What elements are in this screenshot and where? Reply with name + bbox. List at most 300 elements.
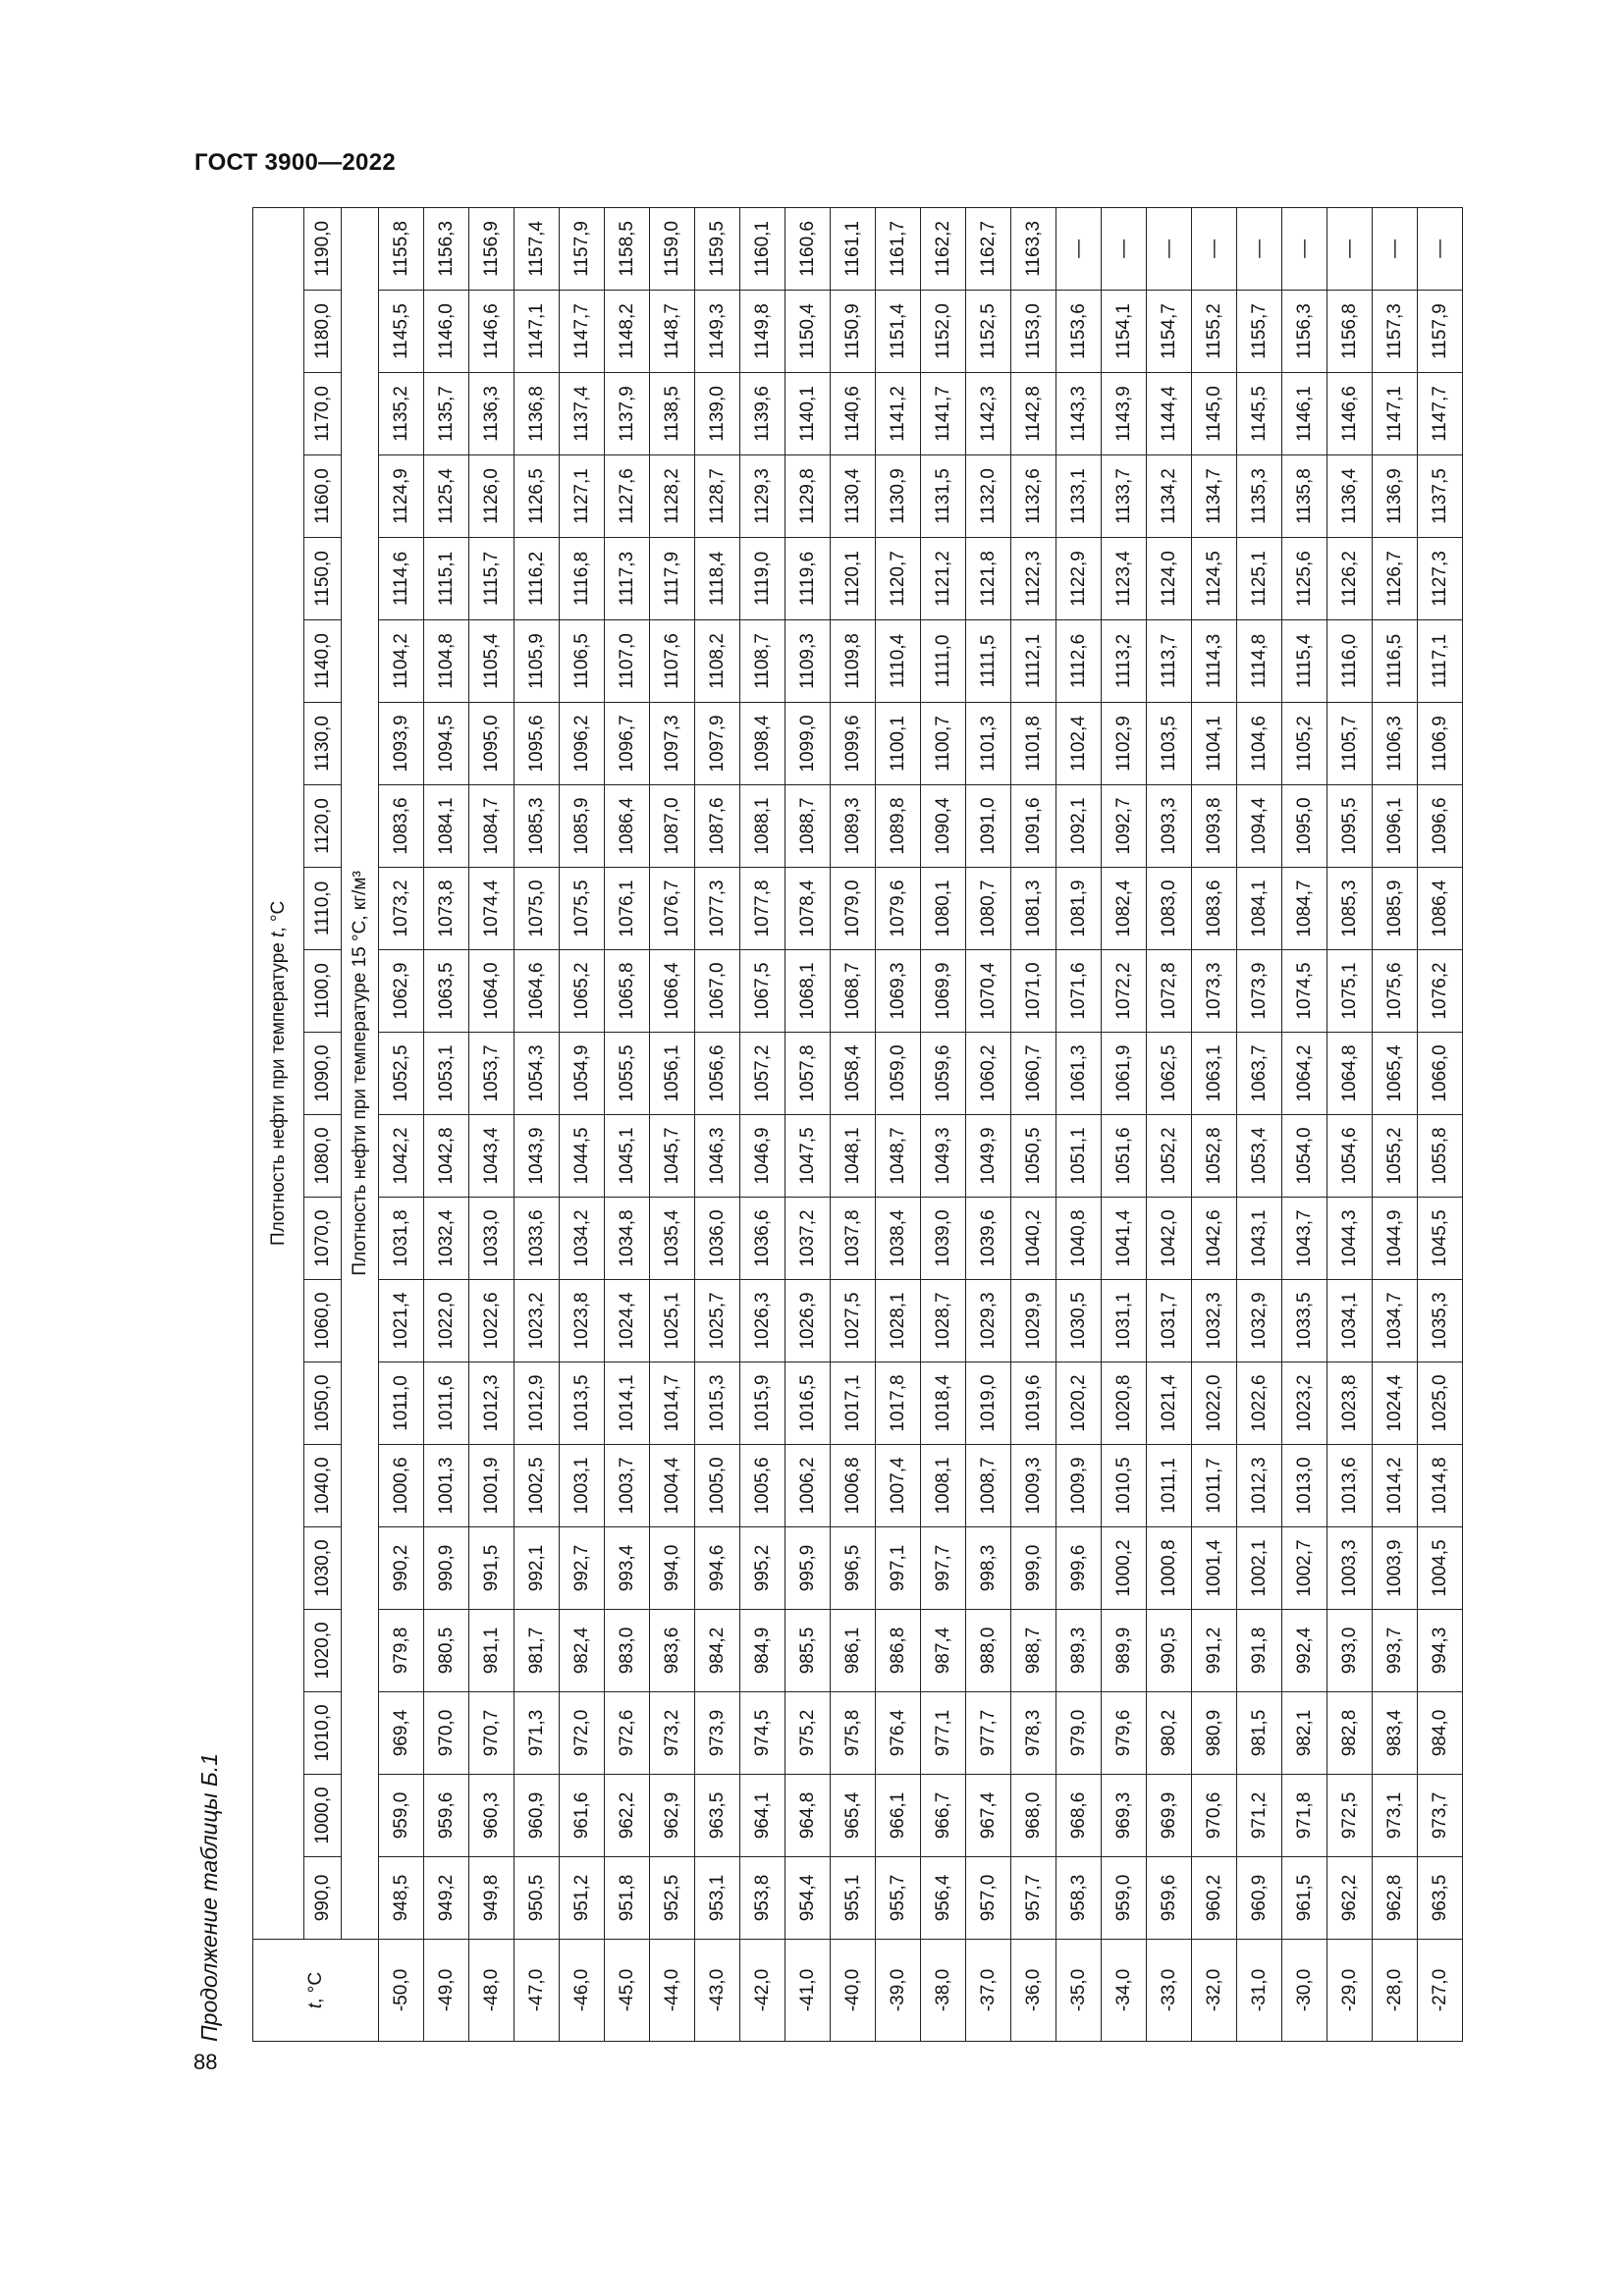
density-value-cell: 1086,4 bbox=[1418, 868, 1463, 950]
density-value-cell: 1137,5 bbox=[1418, 455, 1463, 538]
density-value-cell: — bbox=[1418, 207, 1463, 290]
density-value-cell: 1043,7 bbox=[1282, 1198, 1327, 1280]
temperature-cell: -36,0 bbox=[1011, 1940, 1056, 2042]
density-value-cell: 1161,7 bbox=[876, 207, 921, 290]
density-value-cell: 1135,7 bbox=[424, 373, 469, 455]
density-value-cell: 1125,1 bbox=[1237, 538, 1282, 620]
density-value-cell: 1052,2 bbox=[1147, 1115, 1192, 1198]
density-value-cell: 1084,1 bbox=[424, 785, 469, 868]
density-value-cell: 972,6 bbox=[605, 1692, 650, 1775]
table-row bbox=[695, 207, 740, 2041]
density-value-cell: — bbox=[1237, 207, 1282, 290]
density-value-cell: 972,5 bbox=[1327, 1775, 1373, 1857]
density-value-cell: 1088,1 bbox=[740, 785, 785, 868]
temperature-cell: -31,0 bbox=[1237, 1940, 1282, 2042]
density-value-cell: 1123,4 bbox=[1102, 538, 1147, 620]
density-value-cell: 1042,2 bbox=[379, 1115, 424, 1198]
density-value-cell: 1012,3 bbox=[469, 1362, 514, 1445]
density-value-cell: 1136,8 bbox=[514, 373, 560, 455]
density-value-cell: 990,9 bbox=[424, 1527, 469, 1610]
density-value-cell: 1130,9 bbox=[876, 455, 921, 538]
density-value-cell: 1064,0 bbox=[469, 950, 514, 1033]
density-value-cell: 1068,1 bbox=[785, 950, 831, 1033]
density-value-cell: 1125,4 bbox=[424, 455, 469, 538]
density-value-cell: 1133,7 bbox=[1102, 455, 1147, 538]
density-value-cell: 969,9 bbox=[1147, 1775, 1192, 1857]
table-row bbox=[966, 207, 1011, 2041]
density-value-cell: 1037,8 bbox=[831, 1198, 876, 1280]
density-value-cell: 1011,1 bbox=[1147, 1445, 1192, 1527]
density-value-cell: 1066,4 bbox=[650, 950, 695, 1033]
density-value-cell: — bbox=[1147, 207, 1192, 290]
density-value-cell: 1114,3 bbox=[1192, 620, 1237, 703]
density-value-cell: 1011,7 bbox=[1192, 1445, 1237, 1527]
density-value-cell: 970,7 bbox=[469, 1692, 514, 1775]
density-value-cell: 1062,9 bbox=[379, 950, 424, 1033]
table-row bbox=[1373, 207, 1418, 2041]
density-value-cell: 1019,0 bbox=[966, 1362, 1011, 1445]
density-value-cell: 1034,1 bbox=[1327, 1280, 1373, 1362]
temperature-cell: -48,0 bbox=[469, 1940, 514, 2042]
density-value-cell: 1115,7 bbox=[469, 538, 514, 620]
density-value-cell: 986,8 bbox=[876, 1610, 921, 1692]
density-value-cell: 1013,6 bbox=[1327, 1445, 1373, 1527]
density-value-cell: 1085,3 bbox=[1327, 868, 1373, 950]
density-value-cell: 1146,1 bbox=[1282, 373, 1327, 455]
density-value-cell: 1040,2 bbox=[1011, 1198, 1056, 1280]
density-value-cell: 1039,6 bbox=[966, 1198, 1011, 1280]
density-value-cell: 960,9 bbox=[1237, 1857, 1282, 1940]
density-value-cell: 1095,0 bbox=[469, 703, 514, 785]
density-value-cell: 1127,3 bbox=[1418, 538, 1463, 620]
density-header-cell: 1130,0 bbox=[304, 703, 342, 785]
density-value-cell: 1020,8 bbox=[1102, 1362, 1147, 1445]
density-value-cell: 1156,9 bbox=[469, 207, 514, 290]
density-value-cell: 1141,7 bbox=[921, 373, 966, 455]
density-value-cell: 981,1 bbox=[469, 1610, 514, 1692]
density-value-cell: 989,3 bbox=[1056, 1610, 1102, 1692]
density-value-cell: 1013,5 bbox=[560, 1362, 605, 1445]
density-value-cell: 1064,2 bbox=[1282, 1033, 1327, 1115]
density-value-cell: 1075,5 bbox=[560, 868, 605, 950]
density-value-cell: 1010,5 bbox=[1102, 1445, 1147, 1527]
density-value-cell: 1083,0 bbox=[1147, 868, 1192, 950]
density-value-cell: 1115,4 bbox=[1282, 620, 1327, 703]
density-value-cell: 970,6 bbox=[1192, 1775, 1237, 1857]
density-header-cell: 1090,0 bbox=[304, 1033, 342, 1115]
density-value-cell: 1053,1 bbox=[424, 1033, 469, 1115]
density-value-cell: 982,1 bbox=[1282, 1692, 1327, 1775]
density-value-cell: 1046,9 bbox=[740, 1115, 785, 1198]
density-value-cell: 984,2 bbox=[695, 1610, 740, 1692]
density-value-cell: 1116,5 bbox=[1373, 620, 1418, 703]
density-value-cell: 1111,0 bbox=[921, 620, 966, 703]
density-value-cell: 1014,1 bbox=[605, 1362, 650, 1445]
density-value-cell: 949,2 bbox=[424, 1857, 469, 1940]
table-row bbox=[1147, 207, 1192, 2041]
temperature-cell: -29,0 bbox=[1327, 1940, 1373, 2042]
density-value-cell: 1143,9 bbox=[1102, 373, 1147, 455]
density-header-cell: 1120,0 bbox=[304, 785, 342, 868]
density-value-cell: 962,2 bbox=[1327, 1857, 1373, 1940]
density-value-cell: 1084,7 bbox=[1282, 868, 1327, 950]
density-value-cell: — bbox=[1192, 207, 1237, 290]
density-value-cell: 1027,5 bbox=[831, 1280, 876, 1362]
density-value-cell: 1154,1 bbox=[1102, 291, 1147, 373]
density-value-cell: 976,4 bbox=[876, 1692, 921, 1775]
density-value-cell: 1143,3 bbox=[1056, 373, 1102, 455]
density-value-cell: 962,8 bbox=[1373, 1857, 1418, 1940]
density-value-cell: 1107,0 bbox=[605, 620, 650, 703]
density-value-cell: 995,2 bbox=[740, 1527, 785, 1610]
density-value-cell: 1061,3 bbox=[1056, 1033, 1102, 1115]
density-value-cell: 1157,3 bbox=[1373, 291, 1418, 373]
density-value-cell: 1107,6 bbox=[650, 620, 695, 703]
density-value-cell: 1080,7 bbox=[966, 868, 1011, 950]
density-value-cell: 951,8 bbox=[605, 1857, 650, 1940]
density-value-cell: 1033,6 bbox=[514, 1198, 560, 1280]
density-value-cell: 1096,1 bbox=[1373, 785, 1418, 868]
density-value-cell: 1040,8 bbox=[1056, 1198, 1102, 1280]
density-value-cell: 1067,5 bbox=[740, 950, 785, 1033]
density-value-cell: 1015,3 bbox=[695, 1362, 740, 1445]
density-value-cell: 1113,7 bbox=[1147, 620, 1192, 703]
density-value-cell: 1014,2 bbox=[1373, 1445, 1418, 1527]
density-value-cell: 958,3 bbox=[1056, 1857, 1102, 1940]
density-value-cell: 987,4 bbox=[921, 1610, 966, 1692]
density-value-cell: 979,6 bbox=[1102, 1692, 1147, 1775]
table-body bbox=[379, 207, 1463, 2041]
density-value-cell: 1142,8 bbox=[1011, 373, 1056, 455]
temperature-cell: -27,0 bbox=[1418, 1940, 1463, 2042]
density-value-cell: 1022,6 bbox=[1237, 1362, 1282, 1445]
density-value-cell: 1003,3 bbox=[1327, 1527, 1373, 1610]
density-value-cell: 1122,9 bbox=[1056, 538, 1102, 620]
density-value-cell: 1132,6 bbox=[1011, 455, 1056, 538]
density-value-cell: 998,3 bbox=[966, 1527, 1011, 1610]
density-value-cell: 1022,0 bbox=[424, 1280, 469, 1362]
density-value-cell: 968,0 bbox=[1011, 1775, 1056, 1857]
density-value-cell: 1035,3 bbox=[1418, 1280, 1463, 1362]
density-value-cell: 1011,0 bbox=[379, 1362, 424, 1445]
density-value-cell: 953,1 bbox=[695, 1857, 740, 1940]
density-value-cell: 1105,9 bbox=[514, 620, 560, 703]
density-value-cell: 983,6 bbox=[650, 1610, 695, 1692]
density-value-cell: 1021,4 bbox=[379, 1280, 424, 1362]
density-value-cell: 1020,2 bbox=[1056, 1362, 1102, 1445]
density-value-cell: 1025,0 bbox=[1418, 1362, 1463, 1445]
density-value-cell: 1096,2 bbox=[560, 703, 605, 785]
density-value-cell: 1080,1 bbox=[921, 868, 966, 950]
temperature-cell: -43,0 bbox=[695, 1940, 740, 2042]
density-value-cell: 1034,8 bbox=[605, 1198, 650, 1280]
density-value-cell: 1092,1 bbox=[1056, 785, 1102, 868]
density-value-cell: 988,0 bbox=[966, 1610, 1011, 1692]
density-value-cell: 1159,0 bbox=[650, 207, 695, 290]
density-value-cell: 1139,0 bbox=[695, 373, 740, 455]
density-value-cell: 1025,7 bbox=[695, 1280, 740, 1362]
density-value-cell: 999,6 bbox=[1056, 1527, 1102, 1610]
density-value-cell: 1030,5 bbox=[1056, 1280, 1102, 1362]
density-value-cell: 1018,4 bbox=[921, 1362, 966, 1445]
temperature-cell: -40,0 bbox=[831, 1940, 876, 2042]
density-value-cell: 1056,1 bbox=[650, 1033, 695, 1115]
density-value-cell: 973,2 bbox=[650, 1692, 695, 1775]
table-row bbox=[1327, 207, 1373, 2041]
density-value-cell: 952,5 bbox=[650, 1857, 695, 1940]
density-value-cell: 990,5 bbox=[1147, 1610, 1192, 1692]
density-value-cell: 1075,0 bbox=[514, 868, 560, 950]
density-value-cell: 1130,4 bbox=[831, 455, 876, 538]
density-value-cell: 1042,8 bbox=[424, 1115, 469, 1198]
density-value-cell: 1150,4 bbox=[785, 291, 831, 373]
density-value-cell: 1051,6 bbox=[1102, 1115, 1147, 1198]
density-value-cell: 1049,3 bbox=[921, 1115, 966, 1198]
density-value-cell: 1092,7 bbox=[1102, 785, 1147, 868]
density-value-cell: 1046,3 bbox=[695, 1115, 740, 1198]
density-value-cell: 959,6 bbox=[424, 1775, 469, 1857]
density-value-cell: 984,0 bbox=[1418, 1692, 1463, 1775]
density-value-cell: 1163,3 bbox=[1011, 207, 1056, 290]
density-value-cell: 1122,3 bbox=[1011, 538, 1056, 620]
density-value-cell: 1077,8 bbox=[740, 868, 785, 950]
table-row bbox=[650, 207, 695, 2041]
density-value-cell: 1104,2 bbox=[379, 620, 424, 703]
density-value-cell: 1045,1 bbox=[605, 1115, 650, 1198]
density-value-cell: 1064,6 bbox=[514, 950, 560, 1033]
density-value-cell: 1093,8 bbox=[1192, 785, 1237, 868]
density-value-cell: 979,8 bbox=[379, 1610, 424, 1692]
table-row bbox=[831, 207, 876, 2041]
density-value-cell: 1055,5 bbox=[605, 1033, 650, 1115]
density-header-cell: 1010,0 bbox=[304, 1692, 342, 1775]
table-row bbox=[424, 207, 469, 2041]
density-value-cell: 1057,2 bbox=[740, 1033, 785, 1115]
density-value-cell: 1061,9 bbox=[1102, 1033, 1147, 1115]
density-value-cell: — bbox=[1102, 207, 1147, 290]
density-value-cell: 1139,6 bbox=[740, 373, 785, 455]
density-value-cell: 1054,3 bbox=[514, 1033, 560, 1115]
density-value-cell: 1146,6 bbox=[469, 291, 514, 373]
density-value-cell: 997,1 bbox=[876, 1527, 921, 1610]
rotated-table-container bbox=[252, 221, 1460, 2042]
density-value-cell: 1022,0 bbox=[1192, 1362, 1237, 1445]
density-value-cell: 957,7 bbox=[1011, 1857, 1056, 1940]
density-value-cell: 971,8 bbox=[1282, 1775, 1327, 1857]
density-value-cell: 1053,4 bbox=[1237, 1115, 1282, 1198]
density-value-cell: 1045,7 bbox=[650, 1115, 695, 1198]
table-row bbox=[560, 207, 605, 2041]
temperature-column-header: t, °C bbox=[253, 1940, 379, 2042]
density-value-cell: 1002,5 bbox=[514, 1445, 560, 1527]
density-value-cell: 1055,2 bbox=[1373, 1115, 1418, 1198]
density-value-cell: 1085,9 bbox=[1373, 868, 1418, 950]
density-value-cell: 1073,9 bbox=[1237, 950, 1282, 1033]
density-value-cell: 1097,9 bbox=[695, 703, 740, 785]
density-value-cell: 1014,7 bbox=[650, 1362, 695, 1445]
density-value-cell: 960,2 bbox=[1192, 1857, 1237, 1940]
density-value-cell: 1073,3 bbox=[1192, 950, 1237, 1033]
density-value-cell: 1012,9 bbox=[514, 1362, 560, 1445]
density-value-cell: 1141,2 bbox=[876, 373, 921, 455]
density-value-cell: 1064,8 bbox=[1327, 1033, 1373, 1115]
density-value-cell: 1079,0 bbox=[831, 868, 876, 950]
density-value-cell: 989,9 bbox=[1102, 1610, 1147, 1692]
density-value-cell: 1023,8 bbox=[560, 1280, 605, 1362]
density-value-cell: 955,1 bbox=[831, 1857, 876, 1940]
density-value-cell: 975,2 bbox=[785, 1692, 831, 1775]
density-value-cell: 1121,8 bbox=[966, 538, 1011, 620]
density-value-cell: 1060,2 bbox=[966, 1033, 1011, 1115]
density-value-cell: 1021,4 bbox=[1147, 1362, 1192, 1445]
density-value-cell: 970,0 bbox=[424, 1692, 469, 1775]
density-header-cell: 1020,0 bbox=[304, 1610, 342, 1692]
density-value-cell: 1009,3 bbox=[1011, 1445, 1056, 1527]
density-value-cell: 1063,7 bbox=[1237, 1033, 1282, 1115]
density-value-cell: 978,3 bbox=[1011, 1692, 1056, 1775]
density-value-cell: 1111,5 bbox=[966, 620, 1011, 703]
page-number: 88 bbox=[193, 2050, 218, 2074]
density-value-cell: 1155,7 bbox=[1237, 291, 1282, 373]
density-value-cell: 990,2 bbox=[379, 1527, 424, 1610]
density-value-cell: 1156,3 bbox=[1282, 291, 1327, 373]
density-value-cell: 971,3 bbox=[514, 1692, 560, 1775]
density-value-cell: 1146,6 bbox=[1327, 373, 1373, 455]
density-value-cell: 1073,2 bbox=[379, 868, 424, 950]
density-value-cell: 1042,6 bbox=[1192, 1198, 1237, 1280]
density-value-cell: 1095,5 bbox=[1327, 785, 1373, 868]
density-value-cell: 986,1 bbox=[831, 1610, 876, 1692]
density-value-cell: 1090,4 bbox=[921, 785, 966, 868]
density-value-cell: 962,2 bbox=[605, 1775, 650, 1857]
density-value-cell: 1160,1 bbox=[740, 207, 785, 290]
density-value-cell: 1132,0 bbox=[966, 455, 1011, 538]
density-value-cell: 1128,2 bbox=[650, 455, 695, 538]
density-value-cell: 1102,4 bbox=[1056, 703, 1102, 785]
table-row bbox=[514, 207, 560, 2041]
temperature-cell: -32,0 bbox=[1192, 1940, 1237, 2042]
density-value-cell: 1159,5 bbox=[695, 207, 740, 290]
density-value-cell: — bbox=[1056, 207, 1102, 290]
density-value-cell: 1000,8 bbox=[1147, 1527, 1192, 1610]
density-value-cell: 1114,8 bbox=[1237, 620, 1282, 703]
density-value-cell: 1026,3 bbox=[740, 1280, 785, 1362]
density-value-cell: 993,7 bbox=[1373, 1610, 1418, 1692]
density-value-cell: 1065,2 bbox=[560, 950, 605, 1033]
density-header-cell: 1160,0 bbox=[304, 455, 342, 538]
density-value-cell: 1045,5 bbox=[1418, 1198, 1463, 1280]
density-value-cell: 1054,0 bbox=[1282, 1115, 1327, 1198]
density-header-cell: 1060,0 bbox=[304, 1280, 342, 1362]
density-value-cell: 1124,5 bbox=[1192, 538, 1237, 620]
density-header-cell: 1000,0 bbox=[304, 1775, 342, 1857]
density-value-cell: 1099,0 bbox=[785, 703, 831, 785]
density-value-cell: 1033,0 bbox=[469, 1198, 514, 1280]
density-value-cell: 1116,0 bbox=[1327, 620, 1373, 703]
density-value-cell: 1023,2 bbox=[514, 1280, 560, 1362]
density-value-cell: 1029,9 bbox=[1011, 1280, 1056, 1362]
density-value-cell: 1126,0 bbox=[469, 455, 514, 538]
temperature-cell: -45,0 bbox=[605, 1940, 650, 2042]
temperature-cell: -28,0 bbox=[1373, 1940, 1418, 2042]
density-value-cell: 1112,1 bbox=[1011, 620, 1056, 703]
density-value-cell: 1085,3 bbox=[514, 785, 560, 868]
density-value-cell: 1008,7 bbox=[966, 1445, 1011, 1527]
density-value-cell: 1126,5 bbox=[514, 455, 560, 538]
density-value-cell: 1012,3 bbox=[1237, 1445, 1282, 1527]
density-value-cell: 955,7 bbox=[876, 1857, 921, 1940]
density-value-cell: 1096,6 bbox=[1418, 785, 1463, 868]
density-value-cell: 1158,5 bbox=[605, 207, 650, 290]
density-value-cell: 1145,5 bbox=[1237, 373, 1282, 455]
density-value-cell: 1095,0 bbox=[1282, 785, 1327, 868]
density-value-cell: 1004,5 bbox=[1418, 1527, 1463, 1610]
density-value-cell: 1135,3 bbox=[1237, 455, 1282, 538]
density-value-cell: 1083,6 bbox=[379, 785, 424, 868]
density-value-cell: 1056,6 bbox=[695, 1033, 740, 1115]
temperature-cell: -39,0 bbox=[876, 1940, 921, 2042]
density-value-cell: 1003,7 bbox=[605, 1445, 650, 1527]
density-value-cell: 1116,2 bbox=[514, 538, 560, 620]
density-value-cell: 1033,5 bbox=[1282, 1280, 1327, 1362]
density-value-cell: 1153,0 bbox=[1011, 291, 1056, 373]
density-value-cell: 1076,2 bbox=[1418, 950, 1463, 1033]
density-value-cell: 1155,8 bbox=[379, 207, 424, 290]
density-value-cell: 1137,4 bbox=[560, 373, 605, 455]
temperature-cell: -42,0 bbox=[740, 1940, 785, 2042]
density-value-cell: 1126,7 bbox=[1373, 538, 1418, 620]
density-value-cell: 1154,7 bbox=[1147, 291, 1192, 373]
density-value-cell: 1115,1 bbox=[424, 538, 469, 620]
density-value-cell: 1150,9 bbox=[831, 291, 876, 373]
density-value-cell: 1148,7 bbox=[650, 291, 695, 373]
density-value-cell: 1097,3 bbox=[650, 703, 695, 785]
density-value-cell: 960,9 bbox=[514, 1775, 560, 1857]
density-value-cell: 977,1 bbox=[921, 1692, 966, 1775]
density-value-cell: 980,9 bbox=[1192, 1692, 1237, 1775]
density-value-cell: 1058,4 bbox=[831, 1033, 876, 1115]
density-value-cell: 1102,9 bbox=[1102, 703, 1147, 785]
density-value-cell: 971,2 bbox=[1237, 1775, 1282, 1857]
density-value-cell: 1106,5 bbox=[560, 620, 605, 703]
density-value-cell: 1120,1 bbox=[831, 538, 876, 620]
density-value-cell: 1003,1 bbox=[560, 1445, 605, 1527]
density-header-cell: 1100,0 bbox=[304, 950, 342, 1033]
density-value-cell: 1105,7 bbox=[1327, 703, 1373, 785]
density-value-cell: 1074,4 bbox=[469, 868, 514, 950]
density-value-cell: 1043,1 bbox=[1237, 1198, 1282, 1280]
density-value-cell: 1119,0 bbox=[740, 538, 785, 620]
table-row bbox=[1418, 207, 1463, 2041]
density-value-cell: 1145,5 bbox=[379, 291, 424, 373]
density-value-cell: 1108,2 bbox=[695, 620, 740, 703]
density-value-cell: 981,7 bbox=[514, 1610, 560, 1692]
density-value-cell: 1147,7 bbox=[560, 291, 605, 373]
density-value-cell: 1120,7 bbox=[876, 538, 921, 620]
density-value-cell: 991,5 bbox=[469, 1527, 514, 1610]
density-value-cell: 991,8 bbox=[1237, 1610, 1282, 1692]
density-value-cell: 1059,0 bbox=[876, 1033, 921, 1115]
density-value-cell: 1026,9 bbox=[785, 1280, 831, 1362]
density-value-cell: 1072,8 bbox=[1147, 950, 1192, 1033]
density-value-cell: 982,4 bbox=[560, 1610, 605, 1692]
density-value-cell: 1126,2 bbox=[1327, 538, 1373, 620]
density-value-cell: 999,0 bbox=[1011, 1527, 1056, 1610]
density-value-cell: 1138,5 bbox=[650, 373, 695, 455]
density-value-cell: 1084,7 bbox=[469, 785, 514, 868]
density-value-cell: 1019,6 bbox=[1011, 1362, 1056, 1445]
density-value-cell: 1108,7 bbox=[740, 620, 785, 703]
